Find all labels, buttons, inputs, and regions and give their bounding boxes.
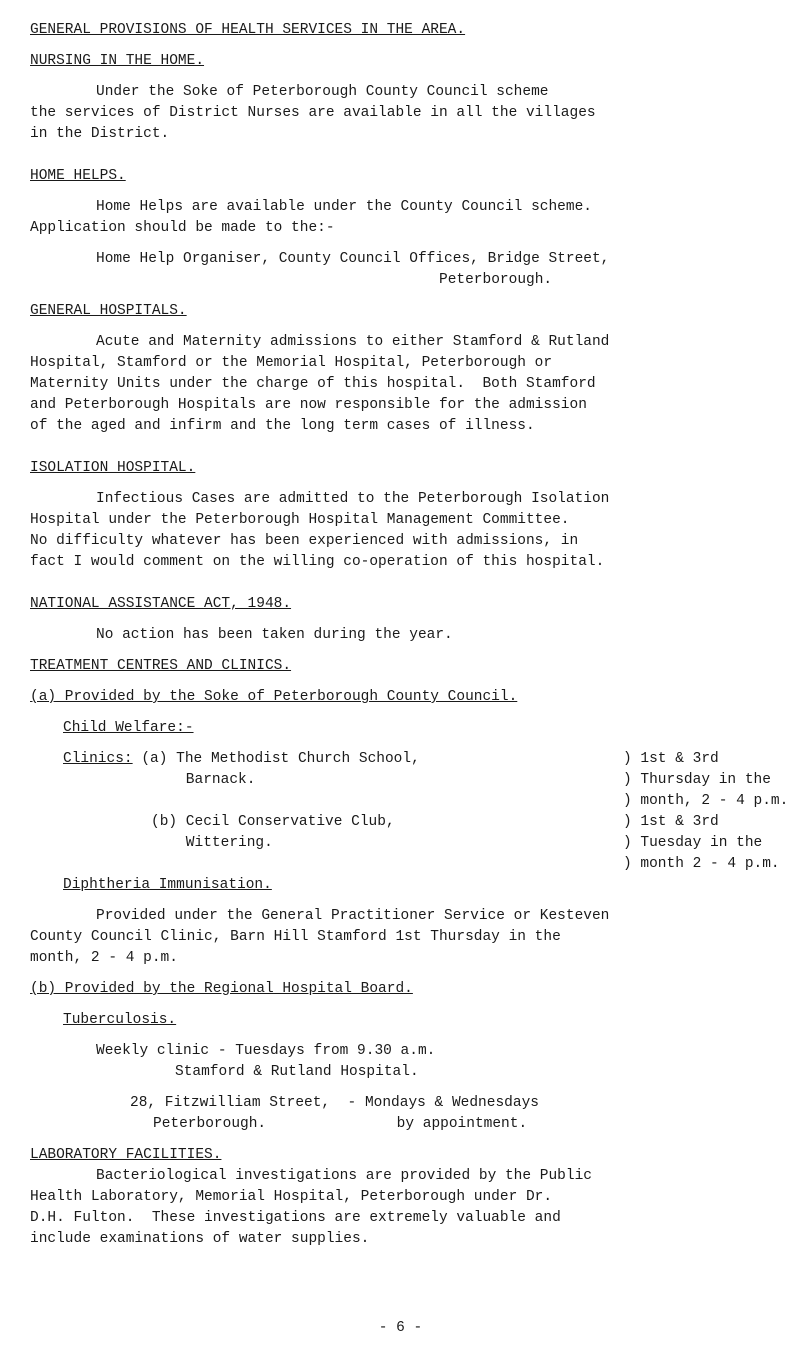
home-helps-heading: HOME HELPS. — [30, 168, 126, 184]
isolation-heading: ISOLATION HOSPITAL. — [30, 460, 196, 476]
diphtheria-text: County Council Clinic, Barn Hill Stamford 1st Thursday in the — [30, 929, 561, 945]
clinic-b-time: ) Tuesday in the — [623, 835, 763, 851]
nursing-text: Under the Soke of Peterborough County Council scheme — [96, 84, 549, 100]
laboratory-text: include examinations of water supplies. — [30, 1231, 370, 1247]
nursing-text: in the District. — [30, 126, 170, 142]
general-hospitals-text: and Peterborough Hospitals are now responsible for the admission — [30, 397, 587, 413]
clinic-b-line: (b) Cecil Conservative Club, — [151, 814, 395, 830]
clinic-a-row3 — [30, 791, 790, 812]
clinic-a-time: ) month, 2 - 4 p.m. — [623, 793, 789, 809]
document-page — [30, 20, 790, 1250]
clinic-b-time: ) month 2 - 4 p.m. — [623, 856, 780, 872]
clinics-label: Clinics: — [63, 751, 133, 767]
clinic-b-line: Wittering. — [151, 835, 273, 851]
clinic-a-time: ) Thursday in the — [623, 772, 771, 788]
isolation-text: fact I would comment on the willing co-operation of this hospital. — [30, 554, 605, 570]
diphtheria-text: Provided under the General Practitioner Service or Kesteven — [96, 908, 610, 924]
home-helps-address: Home Help Organiser, County Council Offices, Bridge Street, — [96, 251, 610, 267]
tuberculosis-text: 28, Fitzwilliam Street, - Mondays & Wednesdays — [130, 1095, 539, 1111]
laboratory-heading: LABORATORY FACILITIES. — [30, 1147, 222, 1163]
isolation-text: No difficulty whatever has been experienced with admissions, in — [30, 533, 579, 549]
general-hospitals-heading: GENERAL HOSPITALS. — [30, 303, 187, 319]
tuberculosis-text: Stamford & Rutland Hospital. — [175, 1064, 419, 1080]
clinic-b-row2 — [30, 833, 790, 854]
treatment-sub-b: (b) Provided by the Regional Hospital Board. — [30, 981, 413, 997]
general-hospitals-text: of the aged and infirm and the long term cases of illness. — [30, 418, 535, 434]
page-title: GENERAL PROVISIONS OF HEALTH SERVICES IN THE AREA. — [30, 22, 466, 38]
tuberculosis-text: Weekly clinic - Tuesdays from 9.30 a.m. — [96, 1043, 436, 1059]
clinic-a-line: Barnack. — [151, 772, 256, 788]
diphtheria-heading: Diphtheria Immunisation. — [63, 877, 272, 893]
clinic-a-row2 — [30, 770, 790, 791]
isolation-text: Hospital under the Peterborough Hospital Management Committee. — [30, 512, 570, 528]
clinic-b-row3 — [30, 854, 790, 875]
home-helps-address: Peterborough. — [439, 272, 553, 288]
nursing-text: the services of District Nurses are available in all the villages — [30, 105, 596, 121]
treatment-sub-a: (a) Provided by the Soke of Peterborough County Council. — [30, 689, 518, 705]
national-assistance-text: No action has been taken during the year. — [96, 627, 453, 643]
diphtheria-text: month, 2 - 4 p.m. — [30, 950, 178, 966]
general-hospitals-text: Acute and Maternity admissions to either Stamford & Rutland — [96, 334, 610, 350]
clinic-a-line: (a) The Methodist Church School, — [141, 751, 420, 767]
home-helps-text: Home Helps are available under the County Council scheme. — [96, 199, 592, 215]
national-assistance-heading: NATIONAL ASSISTANCE ACT, 1948. — [30, 596, 292, 612]
clinic-b — [30, 812, 790, 833]
clinic-b-time: ) 1st & 3rd — [623, 814, 719, 830]
tuberculosis-heading: Tuberculosis. — [63, 1012, 177, 1028]
nursing-heading: NURSING IN THE HOME. — [30, 53, 205, 69]
treatment-heading: TREATMENT CENTRES AND CLINICS. — [30, 658, 292, 674]
home-helps-text: Application should be made to the:- — [30, 220, 335, 236]
clinic-a — [30, 749, 790, 770]
tuberculosis-text: Peterborough. by appointment. — [153, 1116, 528, 1132]
clinic-a-time: ) 1st & 3rd — [623, 751, 719, 767]
laboratory-text: Bacteriological investigations are provided by the Public — [96, 1168, 592, 1184]
laboratory-text: Health Laboratory, Memorial Hospital, Peterborough under Dr. — [30, 1189, 553, 1205]
laboratory-text: D.H. Fulton. These investigations are extremely valuable and — [30, 1210, 561, 1226]
general-hospitals-text: Maternity Units under the charge of this hospital. Both Stamford — [30, 376, 596, 392]
page-number: - 6 - — [378, 1320, 423, 1336]
general-hospitals-text: Hospital, Stamford or the Memorial Hospital, Peterborough or — [30, 355, 553, 371]
isolation-text: Infectious Cases are admitted to the Peterborough Isolation — [96, 491, 610, 507]
child-welfare-heading: Child Welfare:- — [63, 720, 194, 736]
